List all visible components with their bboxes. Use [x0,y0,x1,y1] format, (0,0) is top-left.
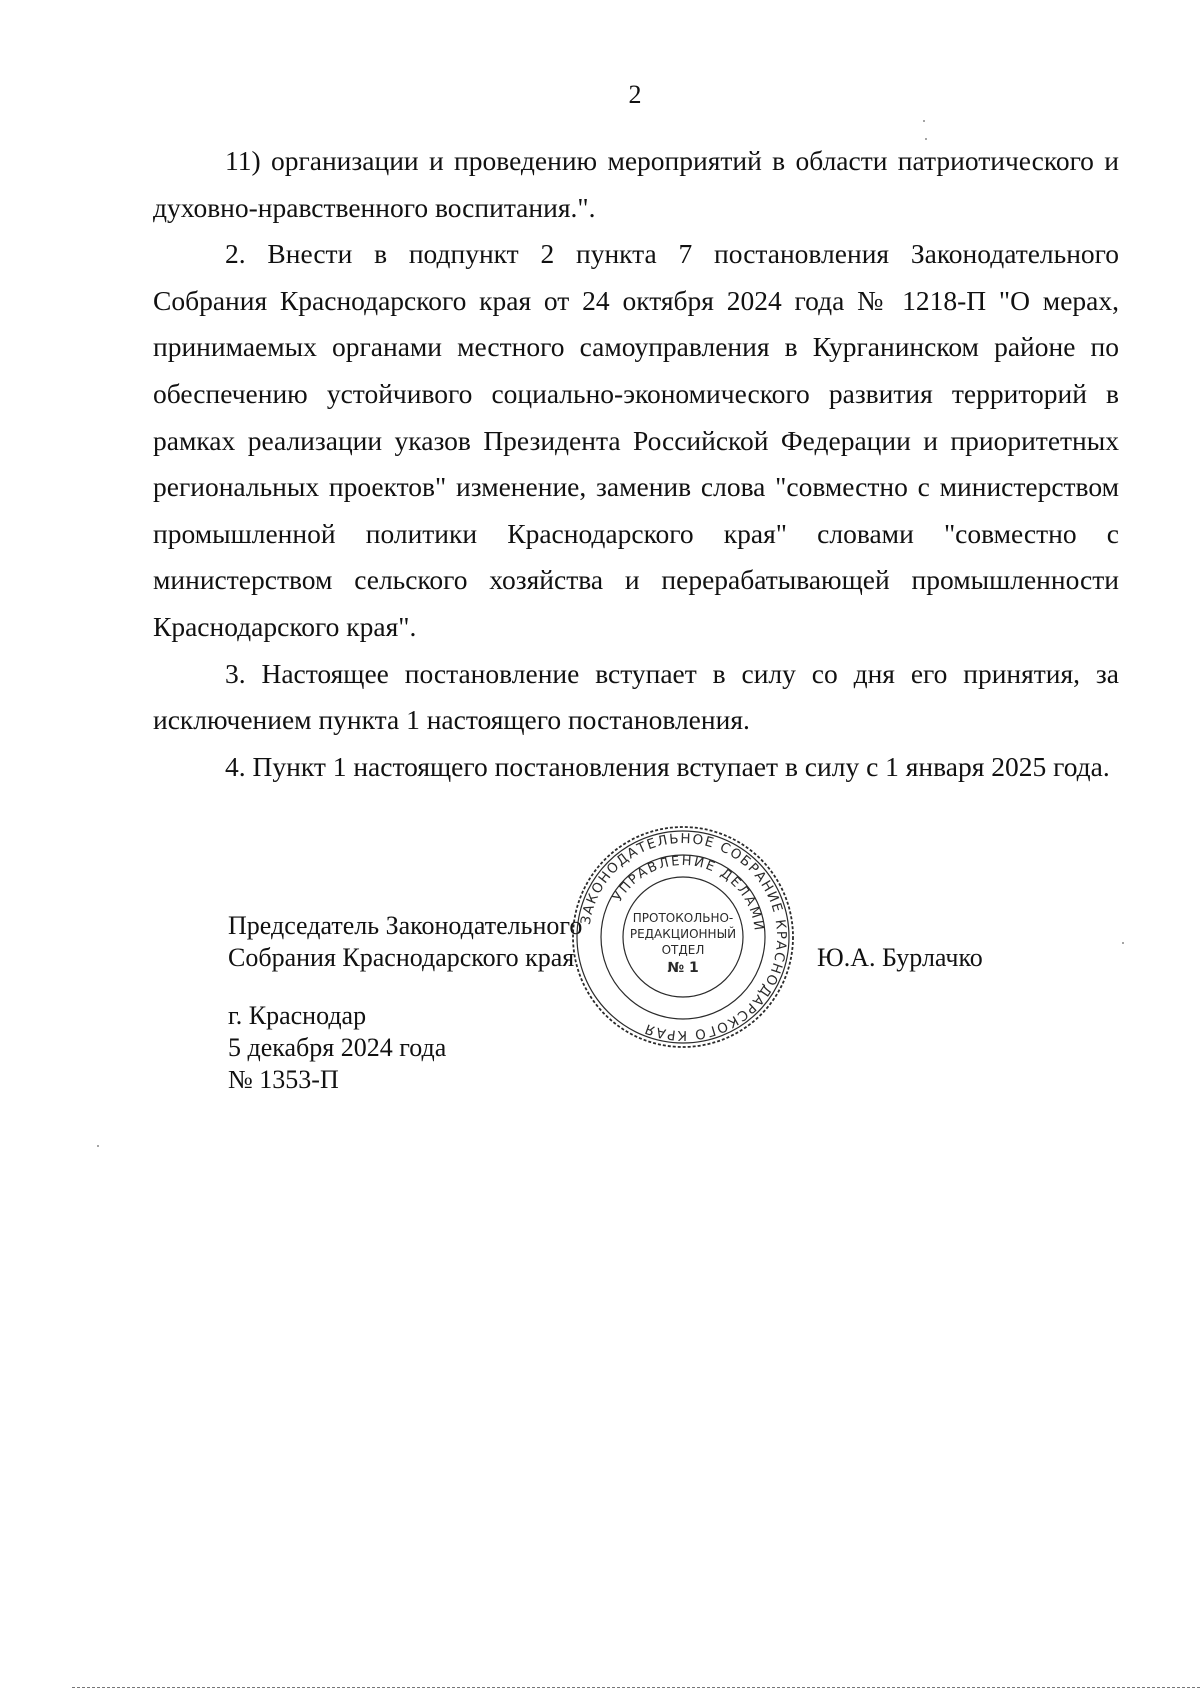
signatory-title-line-2: Собрания Краснодарского края [228,943,575,972]
document-date: 5 декабря 2024 года [228,1033,447,1062]
paragraph-item-11: 11) организации и проведению мероприятий в области патриотического и духовно-нравственного воспитания.". [153,145,1119,223]
paragraph-amendment: 2. Внести в подпункт 2 пункта 7 постановления Законодательного Собрания Краснодарского края от 24 октября 2024 года № 1218-П "О мерах, принимаемых органами местного самоуправления в Курганинском районе по обеспечению устойчивого социально-экономического развития территорий в рамках реализации указов Президента Российской Федерации и приоритетных региональных проектов" изменение, заменив слова "совместно с министерством промышленной политики Краснодарского края" словами "совместно с министерством сельского хозяйства и перерабатывающей промышленности Краснодарского края". [153,238,1119,642]
document-city: г. Краснодар [228,1001,367,1030]
signatory-title-line-1: Председатель Законодательного [228,911,583,940]
signatory-name: Ю.А. Бурлачко [817,943,983,972]
signatory-title [228,910,582,974]
stamp-center-line-2: РЕДАКЦИОННЫЙ [629,927,737,941]
paragraph-entry-into-force: 3. Настоящее постановление вступает в силу со дня его принятия, за исключением пункта 1 настоящего постановления. [153,657,1119,736]
document-details [228,1000,446,1096]
stamp-center-line-1: ПРОТОКОЛЬНО- [632,911,734,925]
stamp-inner-text: УПРАВЛЕНИЕ ДЕЛАМИ [610,853,766,934]
stamp-outer-text: ЗАКОНОДАТЕЛЬНОЕ СОБРАНИЕ КРАСНОДАРСКОГО КРАЯ [577,830,790,1044]
paragraph-point-1-effective: 4. Пункт 1 настоящего постановления вступает в силу с 1 января 2025 года. [225,750,1110,782]
stamp-center-line-4: № 1 [667,960,699,976]
document-number: № 1353-П [228,1065,339,1094]
scan-speck [1122,942,1124,944]
official-stamp [568,822,798,1052]
scan-speck [923,120,925,122]
stamp-center-line-3: ОТДЕЛ [661,943,705,957]
page-number: 2 [628,80,642,109]
document-body [153,138,1119,790]
scan-bottom-edge [72,1687,1200,1689]
stamp-seal-graphic [568,822,798,1052]
scan-speck [925,138,927,140]
scan-speck [97,1145,99,1147]
